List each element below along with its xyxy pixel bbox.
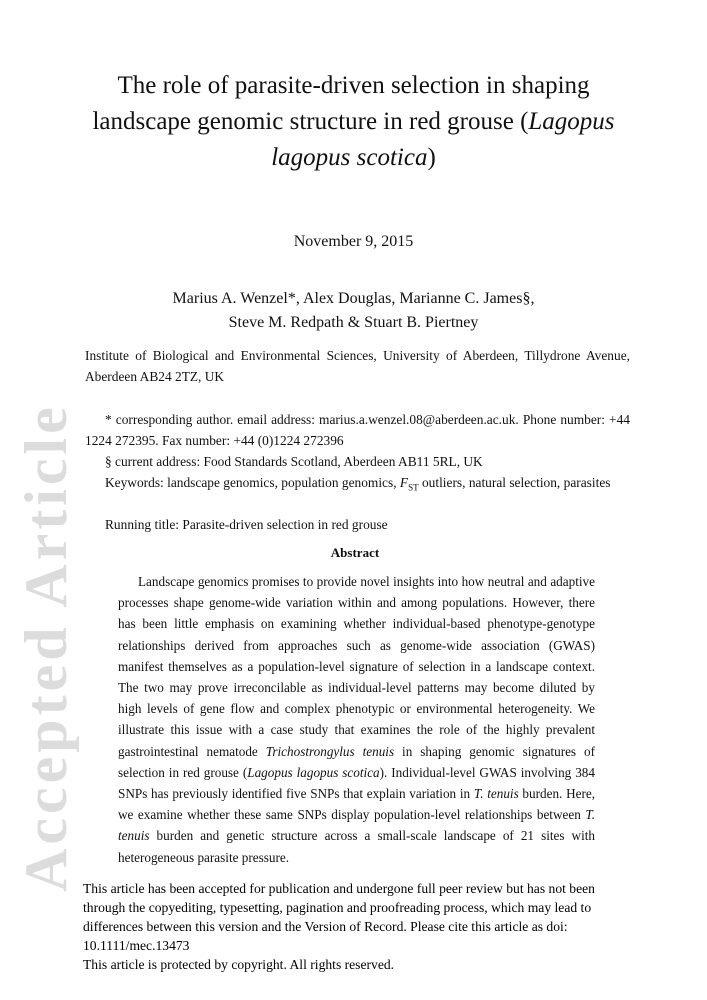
publication-date: November 9, 2015	[293, 233, 414, 250]
title-line-1: The role of parasite-driven selection in shaping	[117, 72, 590, 99]
acceptance-statement: This article has been accepted for publication and undergone full peer review but has not been through the copyediting, typesetting, pagination and proofreading process, which may lead to differences between this version and the Version of Record. Please cite this article as doi:	[83, 881, 595, 934]
title-genus: Lagopus	[528, 108, 615, 135]
species-lagopus: Lagopus lagopus scotica	[247, 764, 380, 780]
abstract-text-3: ). Individual-level GWAS involving 384 SNPs has previously identified five SNPs that explain variation in	[118, 764, 595, 802]
copyright-notice: This article is protected by copyright. All rights reserved.	[83, 957, 395, 972]
species-t-tenuis-2: T. tenuis	[118, 807, 595, 844]
species-t-tenuis-1: T. tenuis	[473, 786, 519, 802]
authors-line-2: Steve M. Redpath & Stuart B. Piertney	[228, 314, 479, 331]
species-trichostrongylus: Trichostrongylus tenuis	[265, 743, 395, 759]
abstract-text-2: in shaping genomic signatures of selection in red grouse (	[118, 743, 596, 780]
acceptance-notice	[83, 879, 613, 974]
keywords-tail: outliers, natural selection, parasites	[418, 475, 611, 490]
title-close-paren: )	[427, 144, 436, 171]
keywords	[85, 472, 630, 499]
running-title: Running title: Parasite-driven selection in red grouse	[105, 517, 388, 532]
abstract-heading: Abstract	[330, 545, 380, 560]
keywords-lead: Keywords: landscape genomics, population genomics,	[105, 475, 400, 490]
author-list	[60, 287, 647, 335]
corresponding-author: * corresponding author. email address: marius.a.wenzel.08@aberdeen.ac.uk. Phone number: +44 1224 272395. Fax number: +44 (0)1224 272396	[85, 412, 630, 448]
abstract-text-5: burden and genetic structure across a small-scale landscape of 21 sites with heterogeneous parasite pressure.	[118, 828, 595, 865]
affiliation: Institute of Biological and Environmental Sciences, University of Aberdeen, Tillydrone Avenue, Aberdeen AB24 2TZ, UK	[85, 348, 630, 384]
title-line-2: landscape genomic structure in red grouse (	[92, 108, 529, 135]
abstract-body	[118, 571, 595, 868]
watermark-text: Accepted Article	[13, 403, 79, 892]
abstract-text-4: burden. Here, we examine whether these same SNPs display population-level relationships between	[118, 786, 595, 823]
paper-title	[60, 68, 647, 176]
doi-link[interactable]: 10.1111/mec.13473	[83, 938, 190, 953]
fst-subscript: ST	[408, 482, 419, 493]
current-address: § current address: Food Standards Scotland, Aberdeen AB11 5RL, UK	[105, 454, 483, 469]
abstract-text-1: Landscape genomics promises to provide novel insights into how neutral and adaptive processes shape genome-wide variation within and among populations. However, there has been little emphasis on examining whether individual-based phenotype-genotype relationships derived from approaches such as genome-wide association (GWAS) manifest themselves as a population-level signature of selection in a landscape context. The two may prove irreconcilable as individual-level patterns may become diluted by high levels of gene flow and complex phenotypic or environmental heterogeneity. We illustrate this issue with a case study that examines the role of the highly prevalent gastrointestinal nematode	[118, 574, 595, 759]
fst-symbol: F	[399, 475, 409, 490]
title-species: lagopus scotica	[271, 144, 428, 171]
authors-line-1: Marius A. Wenzel*, Alex Douglas, Marianne C. James§,	[172, 290, 535, 307]
